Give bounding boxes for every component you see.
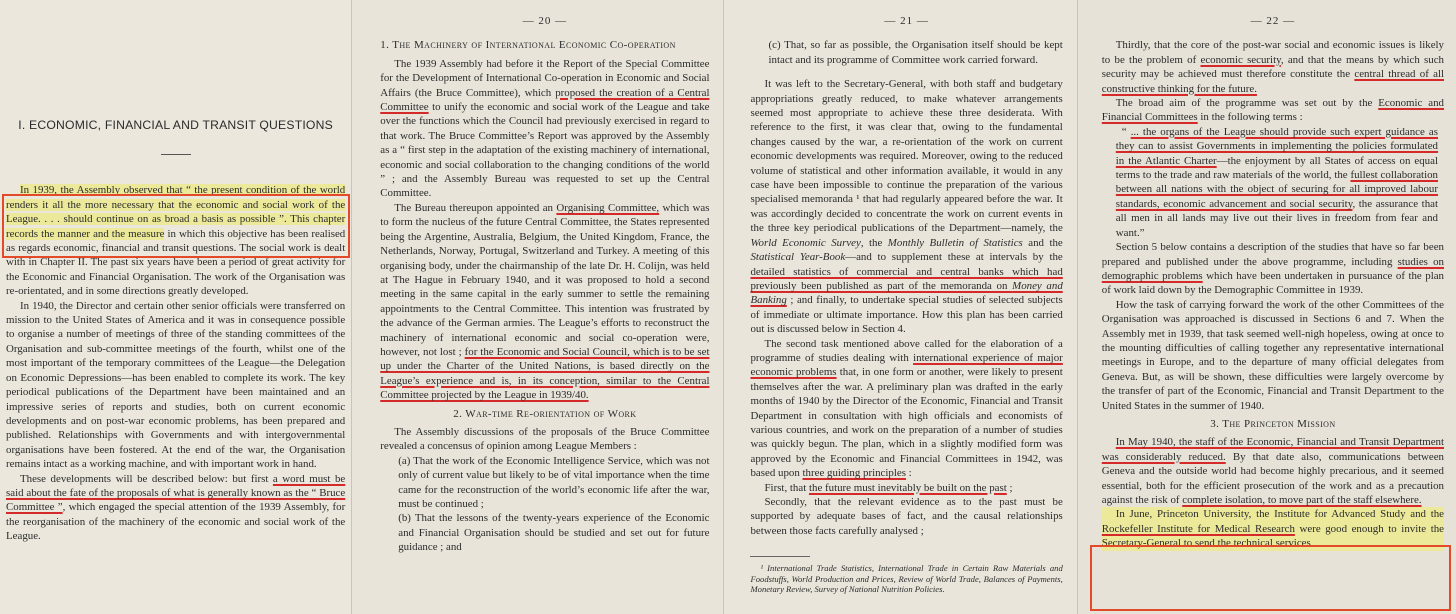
paragraph: The Assembly discussions of the proposals of the Bruce Committee revealed a concensus of opinion among League Members : — [380, 425, 710, 453]
paragraph: The second task mentioned above called for the elaboration of a programme of studies dealing with international experience of major economic problems that, in one form or another, were likely to present themselves after the war. A preliminary plan was drafted in the early months of 1940 by the Director of the Economic, Financial and Transit Department in consultation with high officials and economists of various countries, and work on the preparation of a number of studies was quickly begun. The plan, which in a slightly modified form was approved by the Economic and Financial Committees in 1942, was based upon three guiding principles : — [750, 337, 1063, 480]
annotation-box — [1090, 545, 1451, 611]
underlined-text: fullest collaboration between all nations with the object of securing for all improved labour standards, economic advancement and social security — [1115, 169, 1438, 210]
underlined-text: for the Economic and Social Council, which is to be set up under the Charter of the United Nations, is based directly on the League’s experience and is, in its conception, similar to the Central Committee projected by the League in 1939/40. — [380, 345, 710, 402]
underlined-text: Organising Committee, — [556, 201, 660, 214]
page-19 — [0, 0, 351, 614]
page-22 — [1078, 0, 1456, 614]
list-item: (b) That the lessons of the twenty-years experience of the Economic and Financial Organisation should be studied and set out for future guidance ; and — [398, 512, 710, 554]
page-20 — [352, 0, 723, 614]
underlined-bruce-committee: a word must be said about the fate of the proposals of what is generally known as the “ Bruce Committee ” — [6, 472, 346, 514]
footnote-rule — [750, 556, 810, 557]
list-item: (a) That the work of the Economic Intelligence Service, which was not only of current value but likely to be of vital importance when the time came for the reconstruction of the world’s economic life after the war, must be continued ; — [398, 454, 710, 510]
chapter-title: I. ECONOMIC, FINANCIAL AND TRANSIT QUESTIONS — [18, 118, 333, 132]
underlined-text: proposed the creation of a Central Committee — [380, 86, 710, 114]
underlined-text: Economic and Financial Committees — [1101, 97, 1444, 124]
section-heading: 2. War-time Re-orientation of Work — [453, 407, 637, 420]
underlined-text: central thread of all constructive thinking for the future. — [1101, 68, 1444, 95]
underlined-text: ... the organs of the League should provide such expert guidance as they can to assist Governments in implementing the policies formulated in the Atlantic Charter — [1115, 125, 1438, 167]
list-item: (c) That, so far as possible, the Organisation itself should be kept intact and its programme of Committee work carried forward. — [768, 39, 1063, 66]
footnote: ¹ International Trade Statistics, International Trade in Certain Raw Materials and Foodstuffs, World Production and Prices, Review of World Trade, Balances of Payments, Monetary Review, Survey of National Nutrition Policies. — [750, 563, 1063, 595]
paragraph: The Bureau thereupon appointed an Organising Committee, which was to form the nucleus of the future Central Committee, the States represented being the Argentine, Australia, Belgium, the United Kingdom, France, the Netherlands, Norway, Portugal, Switzerland and Turkey. A meeting of this organising body, under the chairmanship of the late Dr. H. Colijn, was held at The Hague in February 1940, and it was proposed to hold a second meeting in the same capital in the early summer to settle the remaining appointments to the Central Committee. This intention was frustrated by the advance of the German armies. The League’s efforts to reconstruct the machinery of international economic and social co-operation were, however, not lost ; for the Economic and Social Council, which is to be set up under the Charter of the United Nations, is based directly on the League’s experience and is, in its conception, similar to the Central Committee projected by the League in 1939/40. — [380, 201, 710, 402]
paragraph: Secondly, that the relevant evidence as to the past must be supported by adequate bases of fact, and the causal relationships between those facts carefully analysed ; — [750, 496, 1063, 537]
paragraph: The 1939 Assembly had before it the Report of the Special Committee for the Development of International Co-operation in Economic and Social Affairs (the Bruce Committee), which proposed the creation of a Central Committee to unify the economic and social work of the League and take over the functions which the Council had previously exercised in regard to that work. The Bruce Committee’s Report was approved by the Assembly as a “ first step in the adaptation of the existing machinery of international, economic and social collaboration to the changing conditions of the world ” ; and the Assembly Bureau was requested to set up the Central Committee. — [380, 57, 710, 200]
underlined-text: international experience of major economic problems — [750, 351, 1063, 379]
highlighted-paragraph: In June, Princeton University, the Institute for Advanced Study and the Rockefeller Institute for Medical Research were good enough to invite the Secretary-General to send the technical services — [1101, 508, 1444, 550]
paragraph: Section 5 below contains a description of the studies that have so far been prepared and published under the above programme, including studies on demographic problems which have been undertaken in pursuance of the plan of work laid down by the Demographic Committee in 1939. — [1101, 241, 1444, 297]
paragraph: The broad aim of the programme was set out by the Economic and Financial Committees in the following terms : — [1101, 97, 1444, 124]
block-quote: “ ... the organs of the League should provide such expert guidance as they can to assist Governments in implementing the policies formulated in the Atlantic Charter—the enjoyment by all States of access on equal terms to the trade and raw materials of the world, the fullest collaboration between all nations with the object of securing for all improved labour standards, economic advancement and social security, the assurance that all men in all lands may live out their lives in freedom from fear and want.” — [1115, 125, 1438, 239]
underlined-text: Rockefeller Institute for Medical Research — [1101, 522, 1295, 535]
title-rule — [161, 154, 191, 155]
paragraph: First, that the future must inevitably be built on the past ; — [764, 481, 1013, 494]
page-number: — 21 — — [884, 15, 929, 27]
underlined-text: In May 1940, the staff of the Economic, Financial and Transit Department was considerably reduced. — [1101, 436, 1444, 463]
paragraph: How the task of carrying forward the work of the other Committees of the Organisation was approached is discussed in Sections 6 and 7. When the Assembly met in 1939, that task seemed well-nigh hopeless, owing at once to the mounting difficulties of calling together any representative international meetings in Europe, and to the departure of many official delegates from Geneva. But, as will be shown, these difficulties were largely overcome by the transfer of part of the Economic, Financial and Transit Department to the United States in the summer of 1940. — [1101, 298, 1444, 412]
page-number: — 22 — — [1250, 15, 1296, 27]
paragraph-intro: In 1939, the Assembly observed that “ the present condition of the world renders it all the more necessary that the economic and social work of the League. . . . should continue on as broad a basis as possible ”. This chapter records the manner and the measure in which this objective has been realised as regards economic, financial and transit questions. The social work is dealt with in Chapter II. The past six years have been a period of great activity for the Economic and Financial Organisation. The work of the Organisation was re-orientated, and in some directions greatly developed. — [6, 184, 346, 298]
paragraph: In May 1940, the staff of the Economic, Financial and Transit Department was considerably reduced. By that date also, communications between Geneva and the outside world had become highly precarious, and it seemed essential, both for the efficient prosecution of the work and as a precaution against the risk of complete isolation, to move part of the staff elsewhere. — [1101, 436, 1444, 506]
underlined-text: complete isolation, to move part of the staff elsewhere. — [1182, 494, 1422, 506]
paragraph-1940: In 1940, the Director and certain other senior officials were transferred on mission to the United States of America and it was in consequence possible to organise a number of meetings of three of the standing committees of the Organisation and sub-committee meetings of the fourth, whilst one of the most important of the temporary committees of the League—the Delegation on Economic Depressions—has been enabled to complete its work. The key periodical publications of the Department have been maintained and an impressive series of reports and studies, both on current economic developments and on post-war economic problems, has been prepared and published. Relationships with Governments and with intergovernmental organisations have been fostered. At the end of the war, the Organisation remains intact as a working machine, and with important work in hand. — [6, 299, 346, 471]
paragraph: It was left to the Secretary-General, with both staff and budgetary appropriations greatly reduced, to make whatever arrangements seemed most appropriate to achieve these three desiderata. With reference to the first, it was clear that, owing to the fundamental changes caused by the war, a re-orientation of the work on current economic developments was required. Moreover, owing to the reduced volume of statistical and other information available, it would in any case have been impossible to continue the preparation of the various specialised memoranda ¹ that had regularly appeared before the war. It was accordingly decided to concentrate the work on current events in the three key periodical publications of the Department—namely, the World Economic Survey, the Monthly Bulletin of Statistics and the Statistical Year-Book—and to supplement these at intervals by the detailed statistics of commercial and central banks which had previously been published as part of the memoranda on Money and Banking ; and finally, to undertake special studies of selected subjects of immediate or ultimate importance. How this plan has been carried out is discussed below in Section 4. — [750, 78, 1063, 336]
underlined-text: economic security — [1200, 53, 1281, 66]
paragraph: Thirdly, that the core of the post-war social and economic issues is likely to be the problem of economic security, and that the means by which such security may be achieved must therefore constitute the central thread of all constructive thinking for the future. — [1101, 39, 1444, 95]
underlined-text: studies on demographic problems — [1101, 255, 1444, 282]
underlined-text: detailed statistics of commercial and central banks which had previously been published as part of the memoranda on — [750, 265, 1063, 292]
paragraph-developments: These developments will be described below: but first a word must be said about the fate of the proposals of what is generally known as the “ Bruce Committee ”, which engaged the special attention of the 1939 Assembly, for the reorganisation of the machinery of the economic and social work of the League. — [6, 472, 346, 543]
underlined-text: the future must inevitably be built on the past — [808, 481, 1007, 494]
underlined-text: three guiding principles — [802, 467, 906, 480]
section-heading: 3. The Princeton Mission — [1210, 417, 1336, 430]
page-number: — 20 — — [522, 15, 568, 27]
page-21 — [724, 0, 1076, 614]
highlighted-quote: In 1939, the Assembly observed that “ the present condition of the world renders it all the more necessary that the economic and social work of the League. . . . should continue on as broad a basis as possible ”. This chapter records the manner and the measure — [6, 184, 346, 240]
underlined-text: Money and Banking — [750, 279, 1063, 307]
section-heading: 1. The Machinery of International Economic Co-operation — [380, 39, 676, 52]
